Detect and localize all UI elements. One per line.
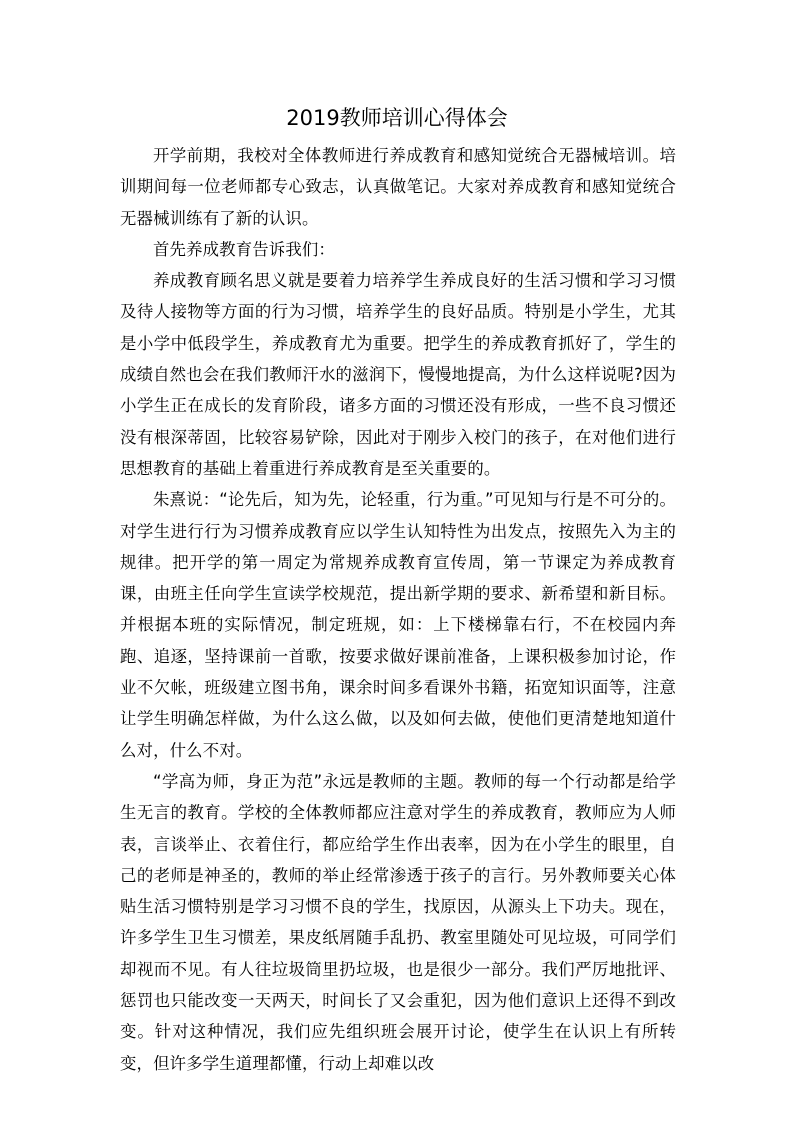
- paragraph-heading: 首先养成教育告诉我们：: [153, 239, 335, 259]
- paragraph-zhu-xi: 朱熹说：“论先后，知为先，论轻重，行为重。”可见知与行是不可分的。对学生进行行为习惯养成教育应以学生认知特性为出发点，按照先入为主的规律。把开学的第一周定为常规养成教育宣传周，第一节课定为养成教育课，由班主任向学生宣读学校规范，提出新学期的要求、新希望和新目标。并根据本班的实际情况，制定班规，如：上下楼梯靠右行，不在校园内奔跑、追逐，坚持课前一首歌，按要求做好课前准备，上课积极参加讨论，作业不欠帐，班级建立图书角，课余时间多看课外书籍，拓宽知识面等，注意让学生明确怎样做，为什么这么做，以及如何去做，使他们更清楚地知道什么对，什么不对。: [120, 490, 676, 760]
- paragraph-intro: 开学前期，我校对全体教师进行养成教育和感知觉统合无器械培训。培训期间每一位老师都专心致志，认真做笔记。大家对养成教育和感知觉统合无器械训练有了新的认识。: [120, 146, 676, 228]
- paragraph-habit-education: 养成教育顾名思义就是要着力培养学生养成良好的生活习惯和学习习惯及待人接物等方面的行为习惯，培养学生的良好品质。特别是小学生，尤其是小学中低段学生，养成教育尤为重要。把学生的养成教育抓好了，学生的成绩自然也会在我们教师汗水的滋润下，慢慢地提高，为什么这样说呢?因为小学生正在成长的发育阶段，诸多方面的习惯还没有形成，一些不良习惯还没有根深蒂固，比较容易铲除，因此对于刚步入校门的孩子，在对他们进行思想教育的基础上着重进行养成教育是至关重要的。: [120, 271, 676, 478]
- document-body: [120, 140, 676, 1079]
- paragraph-teacher-example: “学高为师，身正为范”永远是教师的主题。教师的每一个行动都是给学生无言的教育。学校的全体教师都应注意对学生的养成教育，教师应为人师表，言谈举止、衣着住行，都应给学生作出表率，因为在小学生的眼里，自己的老师是神圣的，教师的举止经常渗透于孩子的言行。另外教师要关心体贴生活习惯特别是学习习惯不良的学生，找原因，从源头上下功夫。现在，许多学生卫生习惯差，果皮纸屑随手乱扔、教室里随处可见垃圾，可同学们却视而不见。有人往垃圾筒里扔垃圾，也是很少一部分。我们严厉地批评、惩罚也只能改变一天两天，时间长了又会重犯，因为他们意识上还得不到改变。针对这种情况，我们应先组织班会展开讨论，使学生在认识上有所转变，但许多学生道理都懂，行动上却难以改: [120, 771, 676, 1073]
- document-title: 2019教师培训心得体会: [286, 106, 508, 130]
